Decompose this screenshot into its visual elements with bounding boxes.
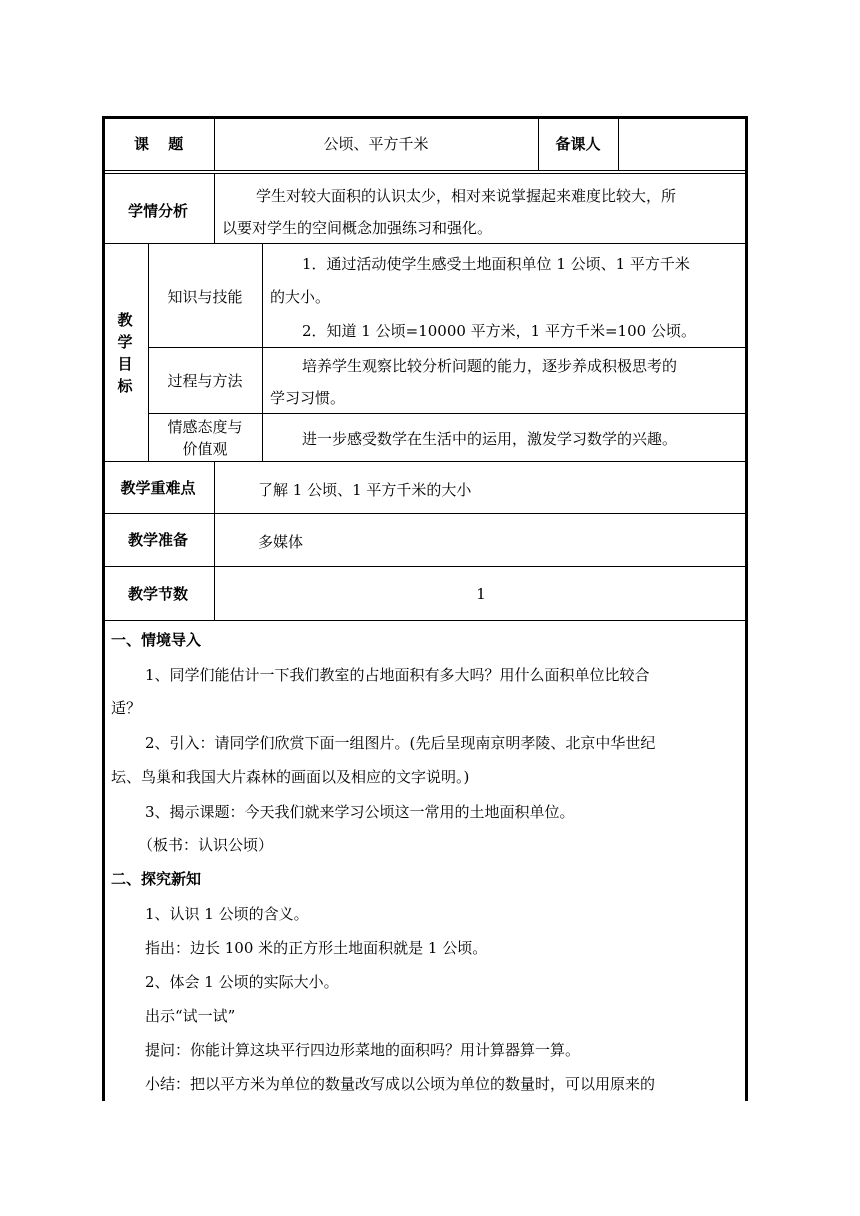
goals-label-char: 学 bbox=[117, 333, 133, 351]
body-paragraph: 指出：边长 100 米的正方形土地面积就是 1 公顷。 bbox=[145, 939, 488, 957]
preparer-label: 备课人 bbox=[555, 135, 601, 153]
row-divider bbox=[102, 461, 748, 462]
process-line-1: 培养学生观察比较分析问题的能力，逐步养成积极思考的 bbox=[302, 357, 678, 375]
body-paragraph: 2、体会 1 公顷的实际大小。 bbox=[145, 973, 339, 991]
goals-label bbox=[116, 309, 136, 397]
body-paragraph: 1、认识 1 公顷的含义。 bbox=[145, 905, 309, 923]
analysis-line-1: 学生对较大面积的认识太少，相对来说掌握起来难度比较大，所 bbox=[256, 187, 677, 205]
col-divider bbox=[618, 118, 619, 170]
key-points-value: 了解 1 公顷、1 平方千米的大小 bbox=[258, 481, 472, 499]
body-paragraph: 坛、鸟巢和我国大片森林的画面以及相应的文字说明。) bbox=[111, 768, 470, 786]
goals-label-char: 目 bbox=[117, 355, 133, 373]
row-divider bbox=[148, 347, 748, 348]
sessions-label: 教学节数 bbox=[127, 585, 188, 603]
row-divider bbox=[102, 243, 748, 244]
process-label: 过程与方法 bbox=[167, 372, 243, 390]
body-paragraph: 提问：你能计算这块平行四边形菜地的面积吗？用计算器算一算。 bbox=[145, 1041, 581, 1059]
analysis-label: 学情分析 bbox=[127, 202, 188, 220]
col-divider bbox=[262, 243, 263, 461]
body-paragraph: 1、同学们能估计一下我们教室的占地面积有多大吗？用什么面积单位比较合 bbox=[145, 666, 650, 684]
section-title: 二、探究新知 bbox=[111, 870, 202, 888]
emotion-text: 进一步感受数学在生活中的运用，激发学习数学的兴趣。 bbox=[302, 430, 678, 448]
knowledge-line-3: 2．知道 1 公顷=10000 平方米，1 平方千米=100 公顷。 bbox=[302, 322, 696, 340]
goals-label-char: 标 bbox=[117, 377, 133, 395]
process-line-2: 学习习惯。 bbox=[270, 389, 346, 407]
preparation-label: 教学准备 bbox=[127, 531, 188, 549]
topic-label: 课 题 bbox=[134, 135, 184, 153]
topic-value: 公顷、平方千米 bbox=[323, 135, 429, 153]
body-paragraph: 小结：把以平方米为单位的数量改写成以公顷为单位的数量时，可以用原来的 bbox=[145, 1075, 656, 1093]
knowledge-label: 知识与技能 bbox=[167, 288, 243, 306]
emotion-label-line-2: 价值观 bbox=[182, 440, 228, 458]
body-paragraph: 2、引入：请同学们欣赏下面一组图片。(先后呈现南京明孝陵、北京中华世纪 bbox=[145, 734, 656, 752]
row-divider bbox=[148, 413, 748, 414]
body-paragraph: 出示“试一试” bbox=[145, 1007, 236, 1025]
row-divider bbox=[102, 620, 748, 621]
body-paragraph: 3、揭示课题：今天我们就来学习公顷这一常用的土地面积单位。 bbox=[145, 803, 575, 821]
analysis-line-2: 以要对学生的空间概念加强练习和强化。 bbox=[222, 219, 493, 237]
preparation-value: 多媒体 bbox=[258, 533, 304, 551]
knowledge-line-2: 的大小。 bbox=[270, 288, 331, 306]
body-paragraph: 适？ bbox=[111, 699, 142, 717]
emotion-label-line-1: 情感态度与 bbox=[167, 418, 243, 436]
row-divider bbox=[102, 513, 748, 514]
sessions-value: 1 bbox=[476, 585, 486, 603]
section-title: 一、情境导入 bbox=[111, 631, 202, 649]
col-divider bbox=[214, 174, 215, 243]
row-divider bbox=[102, 566, 748, 567]
key-points-label: 教学重难点 bbox=[120, 479, 196, 497]
header-divider bbox=[102, 170, 748, 174]
knowledge-line-1: 1．通过活动使学生感受土地面积单位 1 公顷、1 平方千米 bbox=[302, 255, 690, 273]
body-paragraph: （板书：认识公顷） bbox=[138, 836, 274, 854]
goals-label-char: 教 bbox=[117, 311, 133, 329]
